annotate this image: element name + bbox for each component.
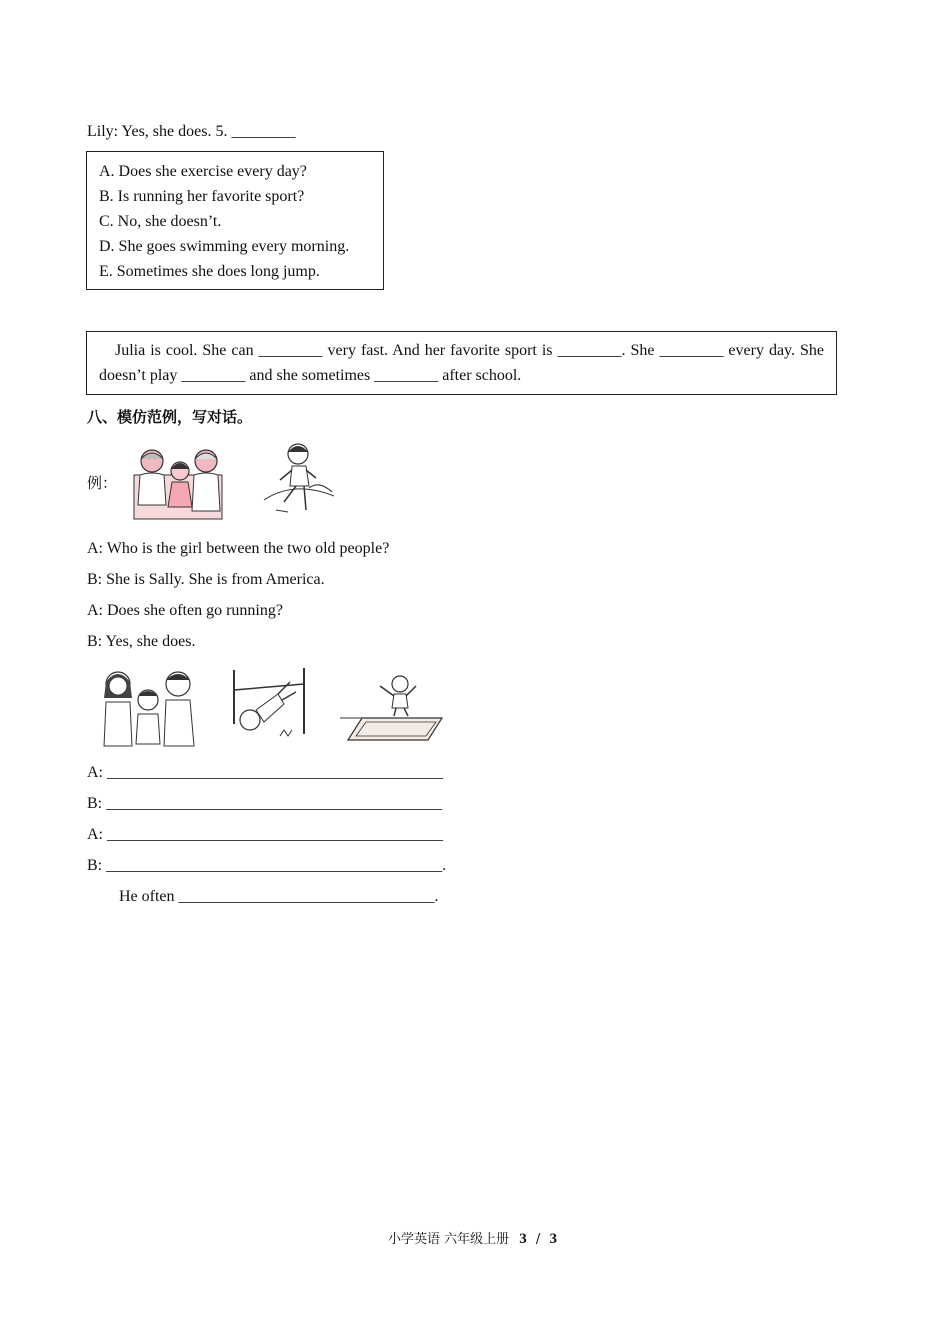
footer-page: 3	[519, 1231, 527, 1247]
girl-running-illustration	[254, 440, 340, 520]
he-often-line[interactable]: He often ________________________________.	[119, 888, 439, 905]
fill-paragraph: Julia is cool. She can ________ very fast. And her favorite sport is ________. She ________ every day. She doesn’t play ________ and she sometimes ________ after school.	[99, 342, 824, 384]
boy-high-jump-illustration	[226, 664, 312, 746]
answer-line-2[interactable]: B: __________________________________________	[87, 795, 443, 812]
family-illustration	[132, 445, 224, 520]
option-d: D. She goes swimming every morning.	[99, 238, 350, 255]
option-b: B. Is running her favorite sport?	[99, 188, 305, 205]
footer-total: 3	[549, 1231, 557, 1247]
options-box	[86, 151, 384, 290]
answer-line-3[interactable]: A: __________________________________________	[87, 826, 443, 843]
fill-paragraph-box	[86, 331, 837, 395]
boy-family-illustration	[98, 664, 202, 752]
example-label: 例：	[87, 474, 118, 492]
footer-separator: /	[535, 1232, 541, 1247]
footer-text: 小学英语 六年级上册	[388, 1232, 510, 1247]
example-line-1: A: Who is the girl between the two old people?	[87, 540, 390, 557]
example-line-4: B: Yes, she does.	[87, 633, 196, 650]
answer-line-4[interactable]: B: __________________________________________.	[87, 857, 447, 874]
page-footer	[388, 1228, 557, 1248]
dialogue-line: Lily: Yes, she does. 5. ________	[87, 123, 296, 140]
option-c: C. No, she doesn’t.	[99, 213, 222, 230]
example-line-3: A: Does she often go running?	[87, 602, 283, 619]
answer-line-1[interactable]: A: __________________________________________	[87, 764, 443, 781]
boy-long-jump-illustration	[338, 672, 444, 746]
section-heading: 八、模仿范例，写对话。	[87, 408, 253, 426]
option-a: A. Does she exercise every day?	[99, 163, 307, 180]
example-line-2: B: She is Sally. She is from America.	[87, 571, 325, 588]
option-e: E. Sometimes she does long jump.	[99, 263, 320, 280]
